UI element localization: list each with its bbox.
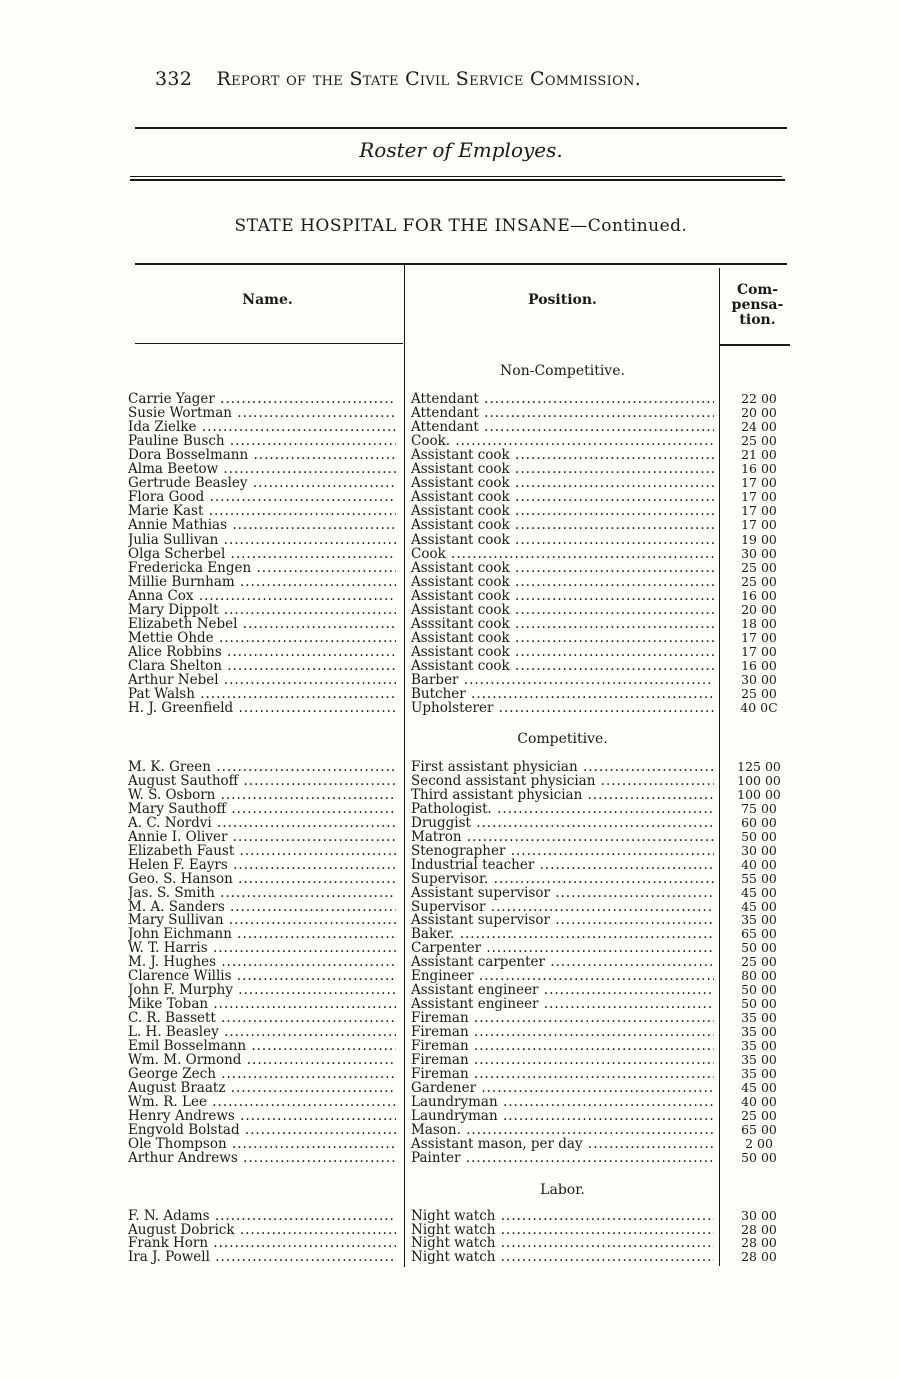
position-title: Druggist .....	[411, 816, 714, 830]
position-title: Third assistant physician .....	[411, 788, 714, 802]
table-row	[128, 1223, 790, 1237]
table-row	[128, 830, 790, 844]
compensation-value: 28 00	[741, 1235, 777, 1250]
employee-name: August Dobrick .....	[128, 1223, 396, 1237]
table-row	[128, 1039, 790, 1053]
employee-name: Arthur Nebel .....	[128, 673, 396, 687]
table-row	[128, 701, 790, 715]
compensation-value: 30 00	[741, 842, 777, 858]
table-row	[128, 673, 790, 687]
position-title: Painter .....	[411, 1151, 714, 1165]
employee-name: M. A. Sanders .....	[128, 900, 396, 914]
table-row	[128, 1236, 790, 1250]
compensation-value: 24 00	[741, 419, 777, 435]
employee-name: Flora Good .....	[128, 490, 396, 504]
employee-name: Ole Thompson .....	[128, 1137, 396, 1151]
employee-name: Geo. S. Hanson .....	[128, 872, 396, 886]
employee-name: C. R. Bassett .....	[128, 1011, 396, 1025]
position-title: Second assistant physician .....	[411, 774, 714, 788]
compensation-value: 45 00	[741, 884, 777, 900]
position-title: Assistant cook .....	[411, 490, 714, 504]
employee-name: Pauline Busch .....	[128, 434, 396, 448]
position-title: Barber .....	[411, 673, 714, 687]
position-title: Night watch .....	[411, 1236, 714, 1250]
employee-name: W. S. Osborn .....	[128, 788, 396, 802]
employee-name: W. T. Harris .....	[128, 941, 396, 955]
position-title: Assistant carpenter .....	[411, 955, 714, 969]
table-row	[128, 518, 790, 532]
table-row	[128, 603, 790, 617]
employee-name: Alma Beetow .....	[128, 462, 396, 476]
table-row	[128, 659, 790, 673]
compensation-value: 17 00	[741, 489, 777, 505]
position-title: Industrial teacher .....	[411, 858, 714, 872]
employee-name: Annie Mathias .....	[128, 518, 396, 532]
compensation-value: 25 00	[741, 1107, 777, 1123]
position-title: Carpenter .....	[411, 941, 714, 955]
employee-name: Clarence Willis .....	[128, 969, 396, 983]
employee-name: A. C. Nordvi .....	[128, 816, 396, 830]
compensation-value: 40 00	[741, 856, 777, 872]
position-title: Matron .....	[411, 830, 714, 844]
group-title: Non-Competitive.	[500, 363, 625, 379]
group-title: Labor.	[540, 1182, 585, 1198]
position-title: Assistant cook .....	[411, 645, 714, 659]
table-row	[128, 547, 790, 561]
employee-name: Anna Cox .....	[128, 589, 396, 603]
column-header-compensation: Com- pensa- tion.	[731, 282, 784, 328]
compensation-value: 50 00	[741, 940, 777, 956]
table-row	[128, 687, 790, 701]
table-row	[128, 1067, 790, 1081]
position-title: Upholsterer .....	[411, 701, 714, 715]
position-title: Assistant cook .....	[411, 476, 714, 490]
position-title: Assistant cook .....	[411, 631, 714, 645]
employee-name: F. N. Adams .....	[128, 1209, 396, 1223]
position-title: Supervisor. .....	[411, 872, 714, 886]
employee-name: Elizabeth Nebel .....	[128, 617, 396, 631]
compensation-value: 65 00	[741, 926, 777, 942]
employee-name: Olga Scherbel .....	[128, 547, 396, 561]
employee-name: Gertrude Beasley .....	[128, 476, 396, 490]
position-title: Attendant .....	[411, 392, 714, 406]
employee-name: Helen F. Eayrs .....	[128, 858, 396, 872]
employee-name: Pat Walsh .....	[128, 687, 396, 701]
position-title: Assistant mason, per day .....	[411, 1137, 714, 1151]
employee-name: M. J. Hughes .....	[128, 955, 396, 969]
table-rule-top	[135, 263, 787, 265]
position-title: Asssitant cook .....	[411, 617, 714, 631]
position-title: Attendant .....	[411, 406, 714, 420]
compensation-value: 30 00	[741, 1208, 777, 1223]
compensation-value: 2 00	[745, 1135, 773, 1151]
table-row	[128, 420, 790, 434]
position-title: Gardener .....	[411, 1081, 714, 1095]
table-row	[128, 1025, 790, 1039]
position-title: Assistant supervisor .....	[411, 886, 714, 900]
position-title: Assistant cook .....	[411, 575, 714, 589]
position-title: First assistant physician .....	[411, 760, 714, 774]
running-header	[155, 68, 795, 90]
header-rule-top	[135, 127, 787, 129]
header-rule-bottom	[130, 176, 782, 177]
employee-name: Elizabeth Faust .....	[128, 844, 396, 858]
compensation-value: 30 00	[741, 545, 777, 561]
employee-name: Millie Burnham .....	[128, 575, 396, 589]
table-row	[128, 645, 790, 659]
table-row	[128, 1053, 790, 1067]
employee-name: August Braatz .....	[128, 1081, 396, 1095]
employee-name: Mary Sullivan .....	[128, 913, 396, 927]
table-row	[128, 406, 790, 420]
compensation-value: 30 00	[741, 672, 777, 687]
position-title: Baker. .....	[411, 927, 714, 941]
employee-name: Wm. R. Lee .....	[128, 1095, 396, 1109]
table-row	[128, 1151, 790, 1165]
employee-name: Engvold Bolstad .....	[128, 1123, 396, 1137]
compensation-value: 17 00	[741, 517, 777, 533]
employee-name: Mary Sauthoff .....	[128, 802, 396, 816]
employee-name: Clara Shelton .....	[128, 659, 396, 673]
table-rule-header-bottom-comp	[720, 344, 790, 346]
compensation-value: 16 00	[741, 657, 777, 673]
employee-name: Susie Wortman .....	[128, 406, 396, 420]
table-row	[128, 533, 790, 547]
table-row	[128, 872, 790, 886]
compensation-value: 100 00	[737, 772, 781, 788]
employee-name: Julia Sullivan .....	[128, 533, 396, 547]
table-row	[128, 434, 790, 448]
position-title: Fireman .....	[411, 1011, 714, 1025]
position-title: Laundryman .....	[411, 1109, 714, 1123]
position-title: Stenographer .....	[411, 844, 714, 858]
employee-name: Wm. M. Ormond .....	[128, 1053, 396, 1067]
compensation-value: 35 00	[741, 1038, 777, 1053]
table-row	[128, 844, 790, 858]
employee-name: Henry Andrews .....	[128, 1109, 396, 1123]
compensation-value: 19 00	[741, 531, 777, 547]
position-title: Fireman .....	[411, 1067, 714, 1081]
compensation-value: 25 00	[741, 954, 777, 970]
position-title: Assistant cook .....	[411, 504, 714, 518]
table-row	[128, 941, 790, 955]
position-title: Attendant .....	[411, 420, 714, 434]
group-title: Competitive.	[517, 731, 608, 747]
table-row	[128, 816, 790, 830]
employee-name: H. J. Greenfield .....	[128, 701, 396, 715]
table-row	[128, 900, 790, 914]
compensation-value: 80 00	[741, 968, 777, 984]
column-header-position: Position.	[528, 292, 597, 308]
position-title: Assistant cook .....	[411, 533, 714, 547]
compensation-value: 16 00	[741, 587, 777, 603]
table-row	[128, 927, 790, 941]
employee-name: Alice Robbins .....	[128, 645, 396, 659]
employee-name: L. H. Beasley .....	[128, 1025, 396, 1039]
compensation-value: 20 00	[741, 601, 777, 617]
compensation-value: 17 00	[741, 629, 777, 645]
employee-name: August Sauthoff .....	[128, 774, 396, 788]
position-title: Fireman .....	[411, 1039, 714, 1053]
header-rule-bottom-2	[130, 179, 785, 181]
compensation-value: 25 00	[741, 573, 777, 589]
position-title: Engineer .....	[411, 969, 714, 983]
table-row	[128, 1095, 790, 1109]
position-title: Assistant engineer .....	[411, 983, 714, 997]
compensation-value: 50 00	[741, 1149, 777, 1165]
table-row	[128, 997, 790, 1011]
table-row	[128, 802, 790, 816]
employee-name: Dora Bosselmann .....	[128, 448, 396, 462]
employee-name: John F. Murphy .....	[128, 983, 396, 997]
table-row	[128, 886, 790, 900]
page-subtitle: Roster of Employes.	[359, 138, 563, 162]
compensation-value: 25 00	[741, 686, 777, 702]
table-row	[128, 504, 790, 518]
position-title: Assistant cook .....	[411, 659, 714, 673]
compensation-value: 65 00	[741, 1121, 777, 1137]
compensation-value: 100 00	[737, 786, 781, 802]
table-row	[128, 392, 790, 406]
position-title: Assistant cook .....	[411, 518, 714, 532]
employee-name: Mary Dippolt .....	[128, 603, 396, 617]
compensation-value: 35 00	[741, 1051, 777, 1067]
table-row	[128, 575, 790, 589]
position-title: Assistant cook .....	[411, 448, 714, 462]
position-title: Fireman .....	[411, 1053, 714, 1067]
position-title: Assistant supervisor .....	[411, 913, 714, 927]
compensation-value: 20 00	[741, 405, 777, 421]
compensation-value: 17 00	[741, 503, 777, 519]
employee-name: Jas. S. Smith .....	[128, 886, 396, 900]
table-row	[128, 490, 790, 504]
table-row	[128, 561, 790, 575]
compensation-value: 50 00	[741, 996, 777, 1012]
table-row	[128, 462, 790, 476]
position-title: Supervisor .....	[411, 900, 714, 914]
compensation-value: 50 00	[741, 828, 777, 844]
employee-name: Frank Horn .....	[128, 1236, 396, 1250]
compensation-value: 50 00	[741, 982, 777, 998]
compensation-value: 16 00	[741, 461, 777, 477]
compensation-value: 75 00	[741, 800, 777, 816]
employee-name: M. K. Green .....	[128, 760, 396, 774]
compensation-value: 21 00	[741, 447, 777, 463]
employee-name: Ida Zielke .....	[128, 420, 396, 434]
table-row	[128, 788, 790, 802]
employee-name: Ira J. Powell .....	[128, 1250, 396, 1264]
table-row	[128, 969, 790, 983]
table-row	[128, 774, 790, 788]
compensation-value: 45 00	[741, 1079, 777, 1095]
position-title: Laundryman .....	[411, 1095, 714, 1109]
position-title: Night watch .....	[411, 1223, 714, 1237]
table-row	[128, 955, 790, 969]
position-title: Fireman .....	[411, 1025, 714, 1039]
employee-name: Fredericka Engen .....	[128, 561, 396, 575]
employee-name: Arthur Andrews .....	[128, 1151, 396, 1165]
compensation-value: 35 00	[741, 1010, 777, 1026]
employee-name: George Zech .....	[128, 1067, 396, 1081]
table-row	[128, 1137, 790, 1151]
position-title: Cook. .....	[411, 434, 714, 448]
position-title: Butcher .....	[411, 687, 714, 701]
table-row	[128, 858, 790, 872]
table-row	[128, 983, 790, 997]
compensation-value: 25 00	[741, 559, 777, 575]
position-title: Mason. .....	[411, 1123, 714, 1137]
employee-name: Mettie Ohde .....	[128, 631, 396, 645]
table-row	[128, 1123, 790, 1137]
compensation-value: 22 00	[741, 391, 777, 406]
position-title: Assistant cook .....	[411, 603, 714, 617]
position-title: Assistant engineer .....	[411, 997, 714, 1011]
employee-name: John Eichmann .....	[128, 927, 396, 941]
position-title: Assistant cook .....	[411, 589, 714, 603]
compensation-value: 125 00	[737, 759, 781, 774]
position-title: Pathologist. .....	[411, 802, 714, 816]
compensation-value: 28 00	[741, 1221, 777, 1237]
table-rule-header-bottom	[135, 343, 403, 344]
page-number: 332	[155, 68, 193, 90]
table-row	[128, 589, 790, 603]
table-row	[128, 617, 790, 631]
compensation-value: 35 00	[741, 912, 777, 928]
column-header-name: Name.	[242, 292, 293, 308]
employee-name: Carrie Yager .....	[128, 392, 396, 406]
position-title: Assistant cook .....	[411, 561, 714, 575]
table-row	[128, 760, 790, 774]
compensation-value: 35 00	[741, 1024, 777, 1040]
compensation-value: 17 00	[741, 475, 777, 491]
compensation-value: 28 00	[741, 1248, 777, 1264]
employee-name: Emil Bosselmann .....	[128, 1039, 396, 1053]
employee-name: Annie I. Oliver .....	[128, 830, 396, 844]
compensation-value: 17 00	[741, 643, 777, 659]
table-row	[128, 476, 790, 490]
table-row	[128, 1209, 790, 1223]
position-title: Night watch .....	[411, 1209, 714, 1223]
table-row	[128, 448, 790, 462]
compensation-value: 45 00	[741, 898, 777, 914]
table-row	[128, 631, 790, 645]
table-row	[128, 1081, 790, 1095]
table-row	[128, 913, 790, 927]
compensation-value: 60 00	[741, 814, 777, 830]
running-head-title: Report of the State Civil Service Commission.	[216, 68, 642, 90]
compensation-value: 55 00	[741, 870, 777, 886]
table-row	[128, 1109, 790, 1123]
compensation-value: 35 00	[741, 1065, 777, 1081]
compensation-value: 18 00	[741, 615, 777, 631]
compensation-value: 25 00	[741, 433, 777, 449]
section-title: STATE HOSPITAL FOR THE INSANE—Continued.	[234, 216, 688, 236]
employee-name: Marie Kast .....	[128, 504, 396, 518]
position-title: Assistant cook .....	[411, 462, 714, 476]
compensation-value: 40 0C	[740, 700, 778, 716]
employee-name: Mike Toban .....	[128, 997, 396, 1011]
compensation-value: 40 00	[741, 1093, 777, 1109]
position-title: Night watch .....	[411, 1250, 714, 1264]
position-title: Cook .....	[411, 547, 714, 561]
table-row	[128, 1011, 790, 1025]
table-row	[128, 1250, 790, 1264]
